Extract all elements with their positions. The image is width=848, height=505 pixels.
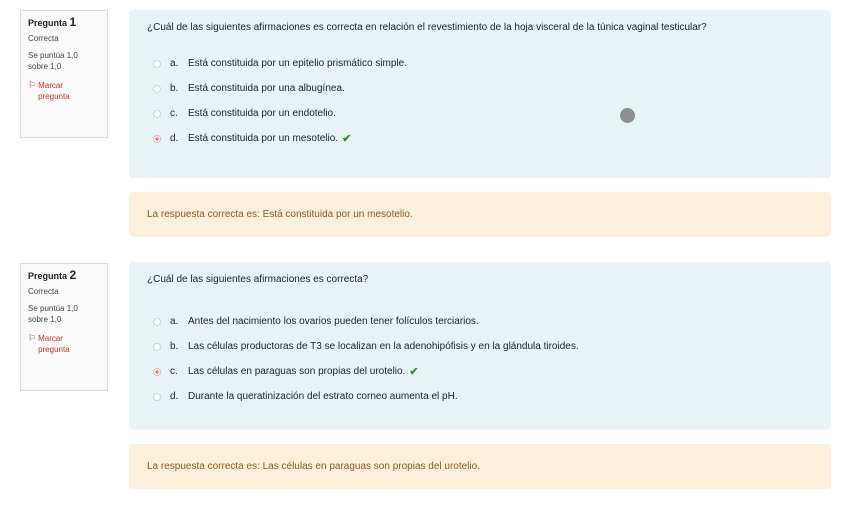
grade-line-1: Se puntúa 1,0 (28, 51, 78, 60)
answer-text: Las células en paraguas son propias del urotelio. (188, 366, 406, 377)
grade-line-2: sobre 1,0 (28, 315, 62, 324)
flag-icon: ⚐ (28, 80, 37, 90)
flag-label-1: Marcar (38, 334, 63, 343)
question-label: Pregunta (28, 271, 68, 281)
answer-letter: c. (170, 108, 178, 119)
question-text: ¿Cuál de las siguientes afirmaciones es correcta? (147, 274, 369, 285)
question-number-value: 2 (69, 268, 77, 282)
answer-option[interactable] (153, 334, 813, 359)
answer-text: Está constituida por un endotelio. (188, 108, 336, 119)
question-state: Correcta (28, 34, 59, 43)
answer-option[interactable] (153, 51, 813, 76)
answer-letter: b. (170, 83, 179, 94)
radio-button[interactable] (153, 85, 161, 93)
answer-text: Está constituida por una albugínea. (188, 83, 345, 94)
question-number-value: 1 (69, 15, 77, 29)
question-state: Correcta (28, 287, 59, 296)
answer-letter: d. (170, 391, 179, 402)
radio-button-checked[interactable] (153, 135, 161, 143)
radio-button[interactable] (153, 343, 161, 351)
answer-option[interactable] (153, 384, 813, 409)
answer-option-selected[interactable] (153, 359, 813, 384)
check-icon: ✔ (409, 366, 419, 378)
answer-list (147, 51, 813, 151)
answer-text: Está constituida por un epitelio prismático simple. (188, 58, 407, 69)
question-text: ¿Cuál de las siguientes afirmaciones es correcta en relación el revestimiento de la hoja visceral de la túnica vaginal testicular? (147, 22, 707, 33)
mouse-cursor-indicator (620, 108, 635, 123)
answer-list (147, 309, 813, 409)
flag-question-button[interactable] (28, 333, 100, 355)
feedback-text: La respuesta correcta es: Las células en paraguas son propias del urotelio. (147, 461, 480, 472)
question-grade (28, 303, 100, 325)
correct-answer-feedback (129, 192, 831, 237)
radio-button-checked[interactable] (153, 368, 161, 376)
correct-answer-feedback (129, 444, 831, 489)
answer-letter: a. (170, 316, 179, 327)
flag-label-2: pregunta (38, 92, 70, 101)
question-number (28, 17, 100, 29)
question-grade (28, 50, 100, 72)
grade-line-2: sobre 1,0 (28, 62, 62, 71)
answer-option[interactable] (153, 76, 813, 101)
answer-option[interactable] (153, 101, 813, 126)
answer-text: Está constituida por un mesotelio. (188, 133, 339, 144)
answer-text: Durante la queratinización del estrato corneo aumenta el pH. (188, 391, 458, 402)
flag-icon: ⚐ (28, 333, 37, 343)
question-info (20, 10, 108, 138)
check-icon: ✔ (342, 133, 352, 145)
radio-button[interactable] (153, 110, 161, 118)
answer-letter: d. (170, 133, 179, 144)
flag-label-2: pregunta (38, 345, 70, 354)
question-info (20, 263, 108, 391)
question-number (28, 270, 100, 282)
feedback-text: La respuesta correcta es: Está constituida por un mesotelio. (147, 209, 413, 220)
answer-option-selected[interactable] (153, 126, 813, 151)
grade-line-1: Se puntúa 1,0 (28, 304, 78, 313)
answer-text: Las células productoras de T3 se localizan en la adenohipófisis y en la glándula tiroides. (188, 341, 579, 352)
answer-letter: c. (170, 366, 178, 377)
question-label: Pregunta (28, 18, 68, 28)
answer-option[interactable] (153, 309, 813, 334)
answer-letter: b. (170, 341, 179, 352)
radio-button[interactable] (153, 318, 161, 326)
answer-text: Antes del nacimiento los ovarios pueden tener folículos terciarios. (188, 316, 479, 327)
radio-button[interactable] (153, 393, 161, 401)
question-formulation (129, 10, 831, 178)
question-formulation (129, 262, 831, 430)
radio-button[interactable] (153, 60, 161, 68)
flag-question-button[interactable] (28, 80, 100, 102)
flag-label-1: Marcar (38, 81, 63, 90)
answer-letter: a. (170, 58, 179, 69)
